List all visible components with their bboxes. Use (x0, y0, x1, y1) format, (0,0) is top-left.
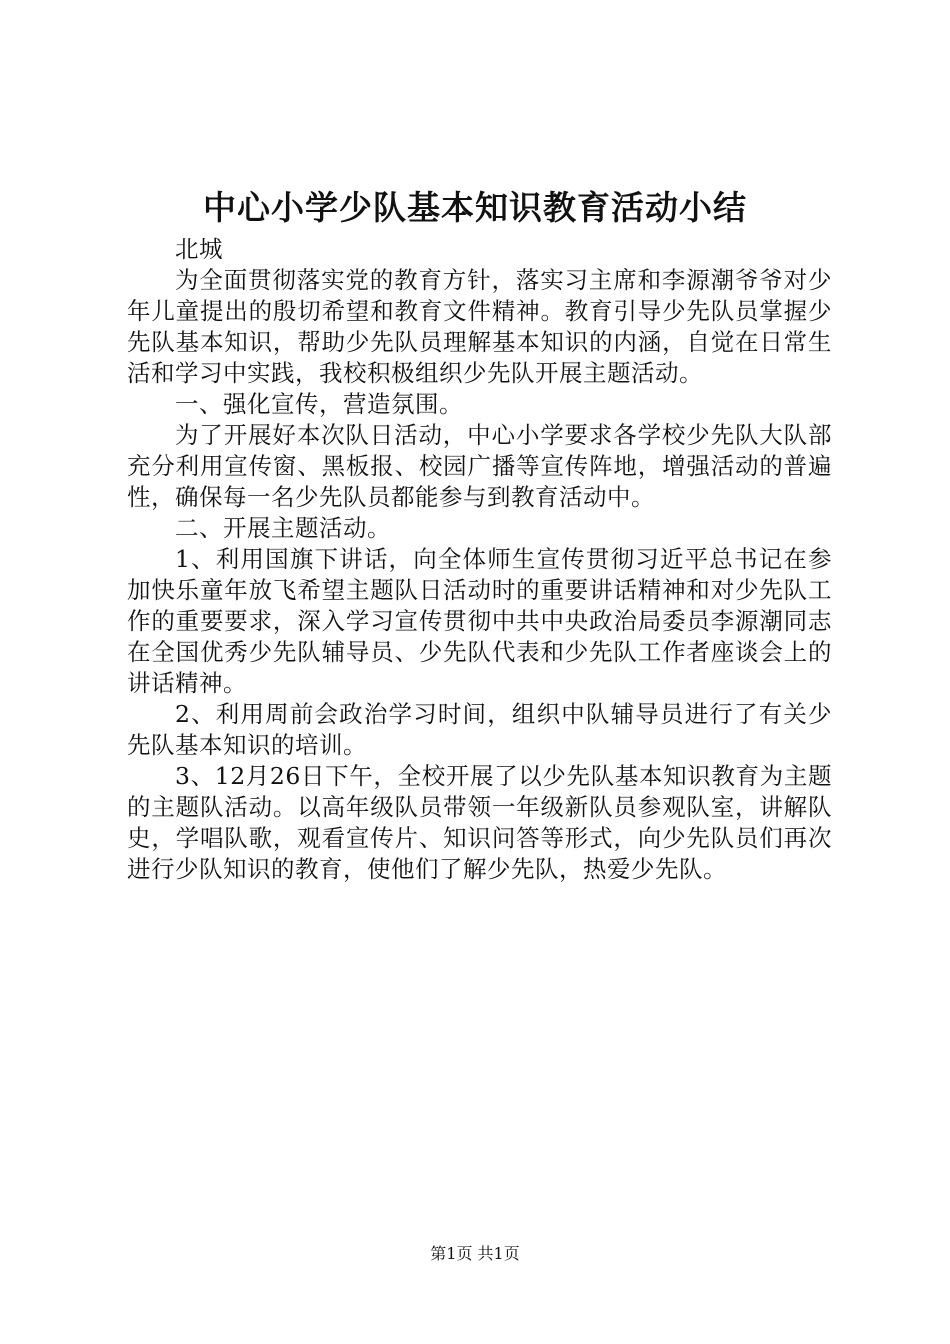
author-line: 北城 (175, 235, 223, 263)
document-body (127, 234, 832, 885)
section-heading-2: 二、开展主题活动。 (175, 514, 391, 542)
activity-item-2: 2、利用周前会政治学习时间，组织中队辅导员进行了有关少先队基本知识的培训。 (127, 700, 832, 759)
section-1-paragraph: 为了开展好本次队日活动，中心小学要求各学校少先队大队部充分利用宣传窗、黑板报、校园广播等宣传阵地，增强活动的普遍性，确保每一名少先队员都能参与到教育活动中。 (127, 421, 832, 511)
activity-item-3: 3、12月26日下午，全校开展了以少先队基本知识教育为主题的主题队活动。以高年级队员带领一年级新队员参观队室，讲解队史，学唱队歌，观看宣传片、知识问答等形式，向少先队员们再次进行少队知识的教育，使他们了解少先队，热爱少先队。 (127, 762, 832, 883)
intro-paragraph: 为全面贯彻落实党的教育方针，落实习主席和李源潮爷爷对少年儿童提出的殷切希望和教育文件精神。教育引导少先队员掌握少先队基本知识，帮助少先队员理解基本知识的内涵，自觉在日常生活和学习中实践，我校积极组织少先队开展主题活动。 (127, 266, 832, 387)
document-title: 中心小学少队基本知识教育活动小结 (203, 188, 747, 227)
section-heading-1: 一、强化宣传，营造氛围。 (175, 390, 463, 418)
page-footer: 第1页 共1页 (430, 1244, 520, 1263)
activity-item-1: 1、利用国旗下讲话，向全体师生宣传贯彻习近平总书记在参加快乐童年放飞希望主题队日活动时的重要讲话精神和对少先队工作的重要要求，深入学习宣传贯彻中共中央政治局委员李源潮同志在全国优秀少先队辅导员、少先队代表和少先队工作者座谈会上的讲话精神。 (127, 545, 832, 697)
